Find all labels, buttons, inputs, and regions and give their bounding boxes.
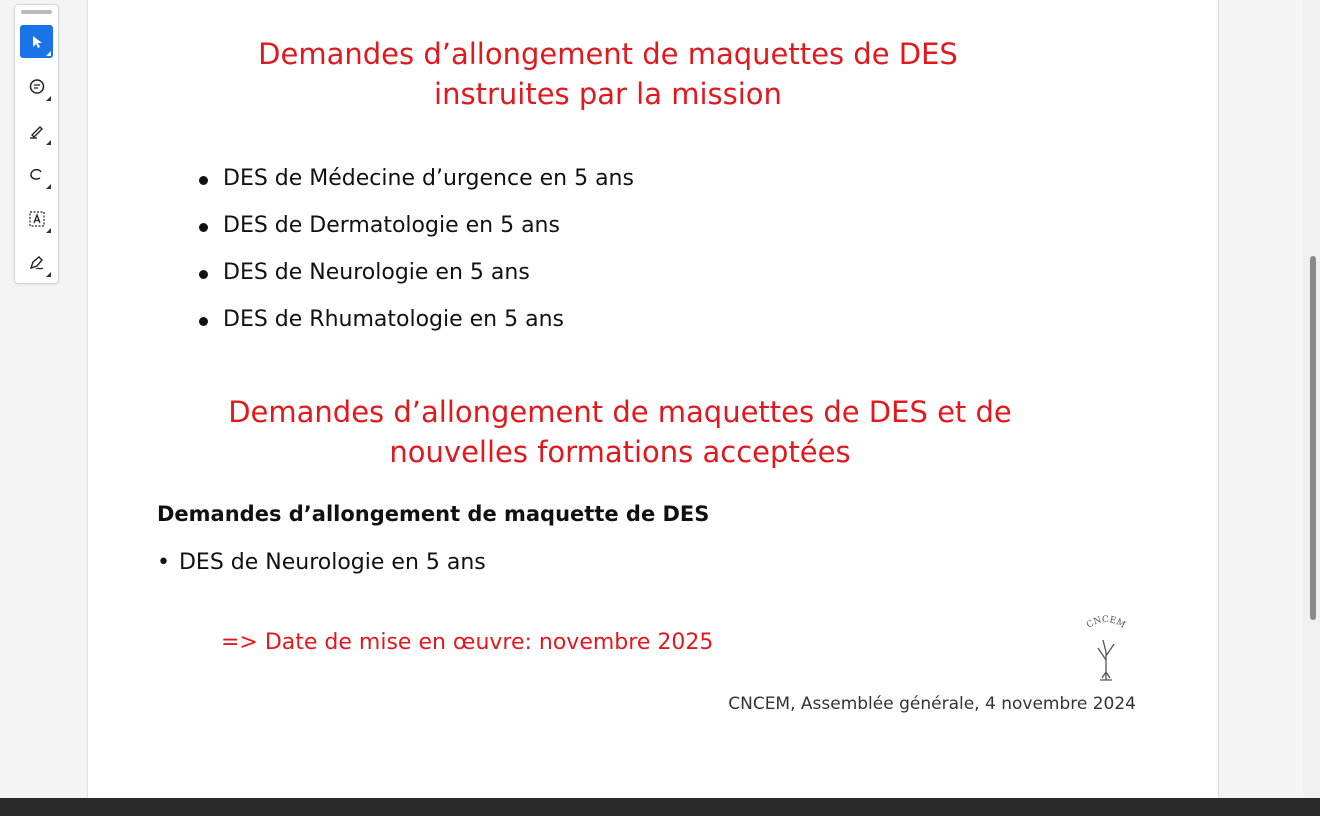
- tool-menu-indicator: [46, 140, 51, 145]
- select-tool-button[interactable]: [20, 25, 53, 58]
- slide-title-1-line-1: Demandes d’allongement de maquettes de DES: [258, 37, 958, 71]
- annotation-toolbar: [14, 4, 59, 284]
- signature-icon: [28, 254, 46, 272]
- text-box-tool-button[interactable]: [20, 202, 53, 235]
- slide-title-1-line-2: instruites par la mission: [434, 77, 782, 111]
- bullet-marker: •: [157, 550, 170, 575]
- slide-title-2: [88, 392, 1152, 472]
- comment-tool-button[interactable]: [20, 70, 53, 103]
- slide-title-2-line-1: Demandes d’allongement de maquettes de DES et de: [228, 395, 1012, 429]
- tool-menu-indicator: [46, 184, 51, 189]
- lasso-tool-button[interactable]: [20, 158, 53, 191]
- comment-icon: [28, 78, 46, 96]
- draw-tool-button[interactable]: [20, 114, 53, 147]
- sign-tool-button[interactable]: [20, 246, 53, 279]
- pdf-page: [87, 0, 1219, 798]
- subheading: Demandes d’allongement de maquette de DES: [157, 502, 710, 526]
- sub-bullet-item: [157, 550, 486, 575]
- bullet-item: DES de Neurologie en 5 ans: [196, 254, 634, 301]
- toolbar-drag-handle[interactable]: [21, 10, 52, 14]
- bullet-list: [196, 160, 634, 348]
- bullet-item: DES de Rhumatologie en 5 ans: [196, 301, 634, 348]
- tool-menu-indicator: [46, 51, 51, 56]
- lasso-icon: [28, 166, 46, 184]
- cursor-icon: [29, 34, 45, 50]
- logo-lettering: CNCEM: [1085, 614, 1127, 631]
- sub-bullet-text: DES de Neurologie en 5 ans: [178, 550, 486, 575]
- cncem-logo: [1076, 612, 1136, 684]
- bottom-bar: [0, 798, 1320, 816]
- bullet-item: DES de Médecine d’urgence en 5 ans: [196, 160, 634, 207]
- slide-title-1: [88, 34, 1128, 114]
- slide-title-2-line-2: nouvelles formations acceptées: [389, 435, 851, 469]
- scrollbar-thumb[interactable]: [1310, 256, 1316, 620]
- pen-icon: [28, 122, 46, 140]
- bullet-item: DES de Dermatologie en 5 ans: [196, 207, 634, 254]
- footer-citation: CNCEM, Assemblée générale, 4 novembre 2024: [728, 694, 1136, 714]
- tool-menu-indicator: [46, 228, 51, 233]
- tool-menu-indicator: [46, 272, 51, 277]
- implementation-date: => Date de mise en œuvre: novembre 2025: [221, 630, 714, 655]
- tool-menu-indicator: [46, 96, 51, 101]
- text-box-icon: [28, 210, 46, 228]
- svg-text:CNCEM: [1085, 615, 1127, 631]
